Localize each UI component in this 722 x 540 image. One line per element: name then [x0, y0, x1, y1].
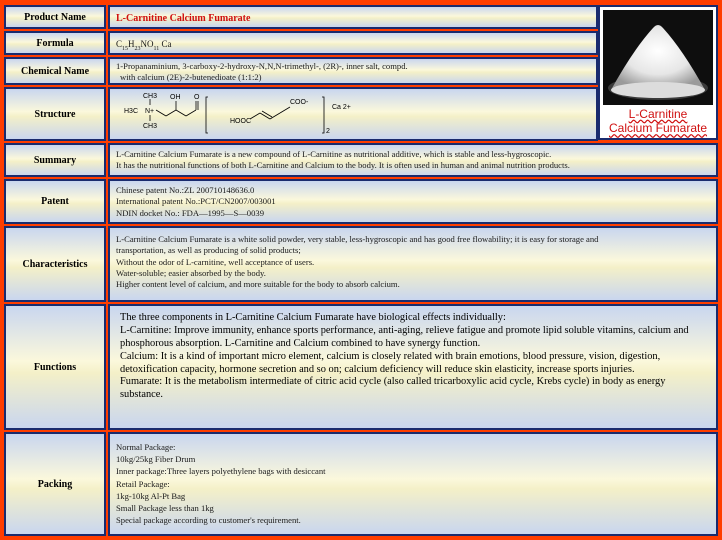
formula-value	[108, 31, 598, 55]
packing-row	[4, 432, 718, 536]
characteristics-line4: Water-soluble; easier absorbed by the body.	[116, 268, 266, 279]
characteristics-line2: transportation, as well as producing of solid products;	[116, 245, 301, 256]
powder-image	[603, 10, 713, 105]
struct-subscript: 2	[326, 128, 330, 135]
functions-row	[4, 304, 718, 430]
patent-row	[4, 179, 718, 224]
struct-ch3-bot: CH3	[143, 123, 158, 130]
packing-line4: Retail Package:	[116, 478, 170, 489]
product-photo	[598, 5, 718, 140]
photo-caption-line1: L-Carnitine	[628, 107, 688, 121]
packing-line3: Inner package:Three layers polyethylene bags with desiccant	[116, 466, 326, 477]
patent-value	[108, 179, 718, 224]
patent-line1: Chinese patent No.:ZL 200710148636.0	[116, 185, 255, 195]
product-name-text: L-Carnitine Calcium Fumarate	[116, 13, 251, 24]
characteristics-line1: L-Carnitine Calcium Fumarate is a white solid powder, very stable, less-hygroscopic and has good free flowability; it is easy for storage and	[116, 234, 599, 244]
packing-line5: 1kg-10kg Al-Pt Bag	[116, 490, 186, 501]
product-name-label: Product Name	[4, 5, 106, 29]
struct-oh: OH	[170, 94, 181, 101]
struct-ca: Ca 2+	[332, 104, 351, 111]
struct-coo: COO-	[290, 99, 309, 106]
formula-c-count: 15	[122, 45, 129, 52]
struct-o: O	[194, 94, 200, 101]
struct-h3c: H3C	[124, 108, 139, 115]
struct-ch3-top: CH3	[143, 93, 158, 100]
characteristics-line5: Higher content level of calcium, and more suitable for the body to absorb calcium.	[116, 279, 400, 290]
characteristics-label: Characteristics	[4, 226, 106, 302]
structure-diagram	[110, 89, 596, 139]
formula-o-count: 11	[153, 45, 160, 52]
chemical-name-line2: with calcium (2E)-2-butenedioate (1:1:2)	[120, 72, 262, 83]
formula-h: H	[128, 39, 135, 49]
photo-caption-line2: Calcium Fumarate	[608, 121, 708, 136]
functions-label: Functions	[4, 304, 106, 430]
struct-n-plus: N+	[145, 108, 155, 115]
formula-h-count: 23	[134, 45, 141, 52]
product-name-value	[108, 5, 598, 29]
packing-line1: Normal Package:	[116, 442, 176, 452]
packing-line7: Special package according to customer's requirement.	[116, 515, 301, 526]
structure-label: Structure	[4, 87, 106, 141]
summary-line2: It has the nutritional functions of both L-Carnitine and Calcium to the body. It is often used in human and animal nutrition products.	[116, 160, 570, 171]
formula-label: Formula	[4, 31, 106, 55]
patent-line3: NDIN docket No.: FDA—1995—S—0039	[116, 207, 264, 218]
packing-value	[108, 432, 718, 536]
characteristics-row	[4, 226, 718, 302]
functions-carnitine: L-Carnitine: Improve immunity, enhance sports performance, anti-aging, relieve fatigue and promote lipid soluble vitamins, calcium and phosphorous absorption. L-Carnitine and Calcium combined to have synergy function.	[120, 324, 689, 349]
characteristics-line3: Without the odor of L-carnitine, well acceptance of users.	[116, 256, 315, 267]
functions-calcium: Calcium: It is a kind of important micro element, calcium is closely related with brain emotions, blood pressure, vision, digestion, detoxification capacity, hormone secretion and so on; calcium deficiency will reduce skin elasticity, increase sports injuries.	[120, 350, 661, 375]
chemical-name-value	[108, 57, 598, 85]
chemical-name-label: Chemical Name	[4, 57, 106, 85]
struct-hooc: HOOC	[230, 118, 251, 125]
summary-value	[108, 143, 718, 177]
chemical-name-line1: 1-Propanaminium, 3-carboxy-2-hydroxy-N,N,N-trimethyl-, (2R)-, inner salt, compd.	[116, 61, 408, 71]
powder-illustration	[603, 10, 713, 105]
packing-line6: Small Package less than 1kg	[116, 503, 214, 514]
functions-fumarate: Fumarate: It is the metabolism intermediate of citric acid cycle (also called tricarboxylic acid cycle, Krebs cycle) in body as energy substance.	[120, 376, 666, 401]
formula-c: C	[116, 39, 123, 49]
summary-row	[4, 143, 718, 177]
functions-value	[108, 304, 718, 430]
structure-value	[108, 87, 598, 141]
functions-intro: The three components in L-Carnitine Calcium Fumarate have biological effects individually:	[120, 312, 506, 323]
summary-line1: L-Carnitine Calcium Fumarate is a new compound of L-Carnitine as nutritional additive, which is stable and less-hygroscopic.	[116, 149, 552, 159]
photo-caption	[600, 107, 716, 136]
packing-label: Packing	[4, 432, 106, 536]
summary-label: Summary	[4, 143, 106, 177]
characteristics-value	[108, 226, 718, 302]
patent-line2: International patent No.:PCT/CN2007/003001	[116, 196, 276, 207]
packing-line2: 10kg/25kg Fiber Drum	[116, 454, 196, 465]
patent-label: Patent	[4, 179, 106, 224]
formula-no: NO	[140, 39, 154, 49]
formula-ca: Ca	[161, 39, 172, 49]
